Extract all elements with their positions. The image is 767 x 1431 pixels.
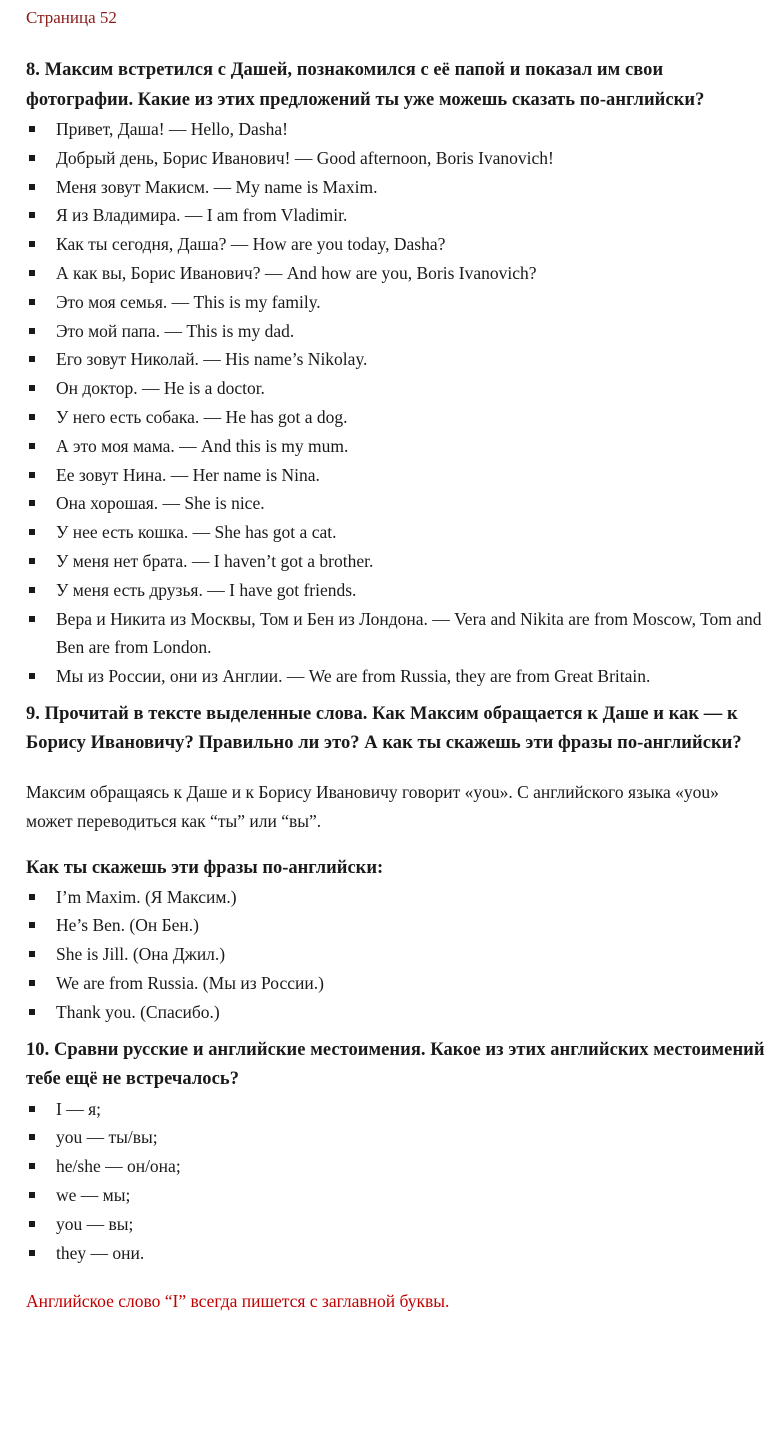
list-item: Его зовут Николай. — His name’s Nikolay. <box>26 345 767 374</box>
bullet-icon <box>29 270 35 276</box>
bullet-icon <box>29 443 35 449</box>
list-item: Это мой папа. — This is my dad. <box>26 317 767 346</box>
list-item: Как ты сегодня, Даша? — How are you today, Dasha? <box>26 230 767 259</box>
list-item: Меня зовут Макисм. — My name is Maxim. <box>26 173 767 202</box>
bullet-icon <box>29 1192 35 1198</box>
question-8-list <box>26 115 767 691</box>
list-item: Я из Владимира. — I am from Vladimir. <box>26 201 767 230</box>
list-item: А как вы, Борис Иванович? — And how are you, Boris Ivanovich? <box>26 259 767 288</box>
bullet-icon <box>29 356 35 362</box>
bullet-icon <box>29 184 35 190</box>
list-item: Привет, Даша! — Hello, Dasha! <box>26 115 767 144</box>
bullet-icon <box>29 500 35 506</box>
bullet-icon <box>29 328 35 334</box>
bullet-icon <box>29 1250 35 1256</box>
question-10: 10. Сравни русские и английские местоимения. Какое из этих английских местоимений тебе ещё не встречалось? <box>26 1039 765 1090</box>
question-9-sub-heading: Как ты скажешь эти фразы по-английски: <box>26 857 384 878</box>
list-item: She is Jill. (Она Джил.) <box>26 940 767 969</box>
bullet-icon <box>29 587 35 593</box>
bullet-icon <box>29 385 35 391</box>
bullet-icon <box>29 1163 35 1169</box>
bullet-icon <box>29 529 35 535</box>
list-item: А это моя мама. — And this is my mum. <box>26 432 767 461</box>
question-9-list <box>26 883 767 1027</box>
bullet-icon <box>29 1106 35 1112</box>
bullet-icon <box>29 894 35 900</box>
bullet-icon <box>29 922 35 928</box>
bullet-icon <box>29 472 35 478</box>
list-item: Она хорошая. — She is nice. <box>26 489 767 518</box>
bullet-icon <box>29 241 35 247</box>
bullet-icon <box>29 1221 35 1227</box>
bullet-icon <box>29 616 35 622</box>
bullet-icon <box>29 414 35 420</box>
bullet-icon <box>29 558 35 564</box>
list-item: he/she — он/она; <box>26 1152 767 1181</box>
list-item: He’s Ben. (Он Бен.) <box>26 911 767 940</box>
list-item: We are from Russia. (Мы из России.) <box>26 969 767 998</box>
list-item: you — вы; <box>26 1210 767 1239</box>
bullet-icon <box>29 299 35 305</box>
list-item: Ее зовут Нина. — Her name is Nina. <box>26 461 767 490</box>
list-item: У него есть собака. — He has got a dog. <box>26 403 767 432</box>
list-item: I’m Maxim. (Я Максим.) <box>26 883 767 912</box>
list-item: Мы из России, они из Англии. — We are from Russia, they are from Great Britain. <box>26 662 767 691</box>
bullet-icon <box>29 673 35 679</box>
question-10-list <box>26 1095 767 1268</box>
question-9: 9. Прочитай в тексте выделенные слова. Как Максим обращается к Даше и как — к Борису Ивановичу? Правильно ли это? А как ты скажешь эти фразы по-английски? <box>26 703 742 754</box>
bullet-icon <box>29 126 35 132</box>
page-label: Страница 52 <box>26 8 117 27</box>
list-item: we — мы; <box>26 1181 767 1210</box>
list-item: У меня есть друзья. — I have got friends. <box>26 576 767 605</box>
bullet-icon <box>29 1009 35 1015</box>
bullet-icon <box>29 980 35 986</box>
list-item: Thank you. (Спасибо.) <box>26 998 767 1027</box>
list-item: they — они. <box>26 1239 767 1268</box>
list-item: Это моя семья. — This is my family. <box>26 288 767 317</box>
bullet-icon <box>29 155 35 161</box>
list-item: У нее есть кошка. — She has got a cat. <box>26 518 767 547</box>
list-item: У меня нет брата. — I haven’t got a brother. <box>26 547 767 576</box>
bullet-icon <box>29 212 35 218</box>
list-item: Добрый день, Борис Иванович! — Good afternoon, Boris Ivanovich! <box>26 144 767 173</box>
list-item: you — ты/вы; <box>26 1123 767 1152</box>
list-item: I — я; <box>26 1095 767 1124</box>
question-8: 8. Максим встретился с Дашей, познакомился с её папой и показал им свои фотографии. Какие из этих предложений ты уже можешь сказать по-английски? <box>26 60 705 110</box>
list-item: Вера и Никита из Москвы, Том и Бен из Лондона. — Vera and Nikita are from Moscow, Tom and Ben are from London. <box>26 605 767 663</box>
list-item: Он доктор. — He is a doctor. <box>26 374 767 403</box>
note: Английское слово “I” всегда пишется с заглавной буквы. <box>26 1291 450 1312</box>
question-9-answer: Максим обращаясь к Даше и к Борису Ивановичу говорит «you». С английского языка «you» может переводиться как “ты” или “вы”. <box>26 781 719 831</box>
bullet-icon <box>29 1134 35 1140</box>
bullet-icon <box>29 951 35 957</box>
